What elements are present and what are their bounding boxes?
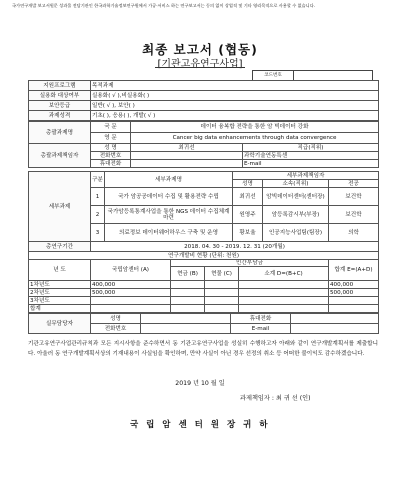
subproject-col-major: 전공 xyxy=(329,180,379,188)
project-kr-value: 데이터 융복합 전략을 통한 암 빅데이터 강화 xyxy=(131,122,379,133)
project-kr-label: 국 문 xyxy=(91,122,131,133)
pi-email-label: E-mail xyxy=(243,160,379,168)
target-value: 실용화( √ ),비실용화( ) xyxy=(91,91,379,101)
program-value: 목적과제 xyxy=(91,81,379,91)
budget-gov: 500,000 xyxy=(91,289,171,297)
budget-kind xyxy=(205,281,239,289)
subproject-affil: 암빅데이터센터(센터장) xyxy=(263,188,329,206)
pi-phone-label: 전화번호 xyxy=(91,152,131,160)
staff-mobile-label: 휴대전화 xyxy=(231,314,291,324)
code-number-label: 코드번호 xyxy=(252,70,294,81)
budget-cash xyxy=(171,289,205,297)
subproject-name: 국가암등록통계사업을 통한 NGS 데이터 수집체계 마련 xyxy=(105,206,233,224)
budget-col-total: 합계 E=(A+D) xyxy=(329,260,379,281)
page-title: 최종 보고서 (협동) xyxy=(142,42,258,57)
subproject-pi: 최귀선 xyxy=(233,188,263,206)
subproject-name: 의료정보 데이터웨어하우스 구축 및 운영 xyxy=(105,224,233,242)
declaration-text: 기관고유연구사업관리규칙과 모든 지시사항을 준수하면서 동 기관고유연구사업을 성실히 수행하고자 아래와 같이 연구개발계획서를 제출합니다. 아울러 동 연구개발계획서상의 기재내용이 사실임을 확인하며, 만약 사실이 아닌 경우 선정의 취소 등 어떠한 불이익도 감수하겠습니다. xyxy=(28,341,378,357)
budget-year: 1차년도 xyxy=(29,281,91,289)
budget-col-cash: 현금 (B) xyxy=(171,267,205,281)
budget-col-year: 년 도 xyxy=(29,260,91,281)
project-table xyxy=(28,121,379,168)
project-en-value: Cancer big data enhancements through data convergence xyxy=(131,133,379,144)
table-row xyxy=(29,289,379,297)
budget-sub xyxy=(239,305,329,313)
target-label: 실용화 대상여부 xyxy=(29,91,91,101)
budget-total: 400,000 xyxy=(329,281,379,289)
budget-caption: 연구개발비 현황 (단위: 천원) xyxy=(29,252,379,260)
period-value: 2018. 04. 30 - 2019. 12. 31 (20개월) xyxy=(91,242,379,252)
budget-cash xyxy=(171,305,205,313)
page-subtitle: [기관고유연구사업] xyxy=(157,59,243,70)
subproject-name: 국가 암공공데이터 수집 및 활용전략 수립 xyxy=(105,188,233,206)
table-row xyxy=(29,281,379,289)
budget-cash xyxy=(171,297,205,305)
budget-sub xyxy=(239,289,329,297)
subproject-table xyxy=(28,171,379,242)
pi-rank-label: 직급(직위) xyxy=(243,144,379,152)
pi-name-label: 성 명 xyxy=(91,144,131,152)
subproject-major: 보건학 xyxy=(329,188,379,206)
budget-total xyxy=(329,297,379,305)
budget-col-sub: 소계 D=(B+C) xyxy=(239,267,329,281)
table-row xyxy=(29,297,379,305)
subproject-affil: 암등록감시부(부장) xyxy=(263,206,329,224)
project-en-label: 영 문 xyxy=(91,133,131,144)
budget-year: 합계 xyxy=(29,305,91,313)
pi-dept-value: 과학기술연동특센 xyxy=(243,152,379,160)
security-label: 보안등급 xyxy=(29,101,91,111)
info-table xyxy=(28,80,379,121)
program-label: 지원프로그램 xyxy=(29,81,91,91)
budget-total: 500,000 xyxy=(329,289,379,297)
budget-table xyxy=(28,251,379,313)
budget-col-gov: 국립암센터 (A) xyxy=(91,260,171,281)
subproject-col-pi: 세부과제책임자 xyxy=(233,172,379,180)
subproject-col-pi-name: 성명 xyxy=(233,180,263,188)
subproject-col-no: 구분 xyxy=(91,172,105,188)
subproject-pi: 원영주 xyxy=(233,206,263,224)
budget-gov: 400,000 xyxy=(91,281,171,289)
budget-sub xyxy=(239,281,329,289)
staff-phone-label: 전화번호 xyxy=(91,324,141,334)
addressee: 국 립 암 센 터 원 장 귀 하 xyxy=(129,420,271,430)
subproject-no: 2 xyxy=(91,206,105,224)
budget-kind xyxy=(205,297,239,305)
staff-name-label: 성명 xyxy=(91,314,141,324)
title-underline xyxy=(155,67,245,68)
subproject-affil: 인공지능사업팀(팀장) xyxy=(263,224,329,242)
project-name-label: 총괄과제명 xyxy=(29,122,91,144)
budget-sub xyxy=(239,297,329,305)
staff-email-label: E-mail xyxy=(231,324,291,334)
subproject-label: 세부과제 xyxy=(29,172,91,242)
budget-year: 2차년도 xyxy=(29,289,91,297)
budget-col-private: 민간부담금 xyxy=(171,260,329,267)
budget-col-kind: 현물 (C) xyxy=(205,267,239,281)
subproject-pi: 황보율 xyxy=(233,224,263,242)
subproject-major: 의학 xyxy=(329,224,379,242)
manager-signature: 과제책임자 : 최 귀 선 (인) xyxy=(240,395,311,402)
staff-label: 실무담당자 xyxy=(29,314,91,334)
character-value: 기초( ), 응용( ), 개발( √ ) xyxy=(91,111,379,121)
copyright-notice: 국가연구개발 보고서원문 성과물 전담기관인 한국과학기술정보연구원에서 가공·서비스 하는 연구보고서는 동의 없이 상업적 및 기타 영리목적으로 사용할 수 없습니다. xyxy=(12,3,316,8)
pi-name-value: 최귀선 xyxy=(131,144,243,152)
budget-kind xyxy=(205,305,239,313)
subproject-no: 3 xyxy=(91,224,105,242)
subproject-col-name: 세부과제명 xyxy=(105,172,233,188)
budget-kind xyxy=(205,289,239,297)
budget-year: 3차년도 xyxy=(29,297,91,305)
staff-table xyxy=(28,313,379,334)
budget-total xyxy=(329,305,379,313)
table-row xyxy=(29,305,379,313)
subproject-col-affil: 소속(직위) xyxy=(263,180,329,188)
pi-mobile-label: 휴대전화 xyxy=(91,160,131,168)
budget-cash xyxy=(171,281,205,289)
period-label: 총연구기간 xyxy=(29,242,91,252)
subproject-major: 보건학 xyxy=(329,206,379,224)
character-label: 과제성격 xyxy=(29,111,91,121)
subproject-no: 1 xyxy=(91,188,105,206)
submission-date: 2019 년 10 월 일 xyxy=(175,380,225,387)
budget-gov xyxy=(91,297,171,305)
pi-label: 총괄과제책임자 xyxy=(29,144,91,168)
budget-gov xyxy=(91,305,171,313)
security-value: 일반( √ ), 보안( ) xyxy=(91,101,379,111)
